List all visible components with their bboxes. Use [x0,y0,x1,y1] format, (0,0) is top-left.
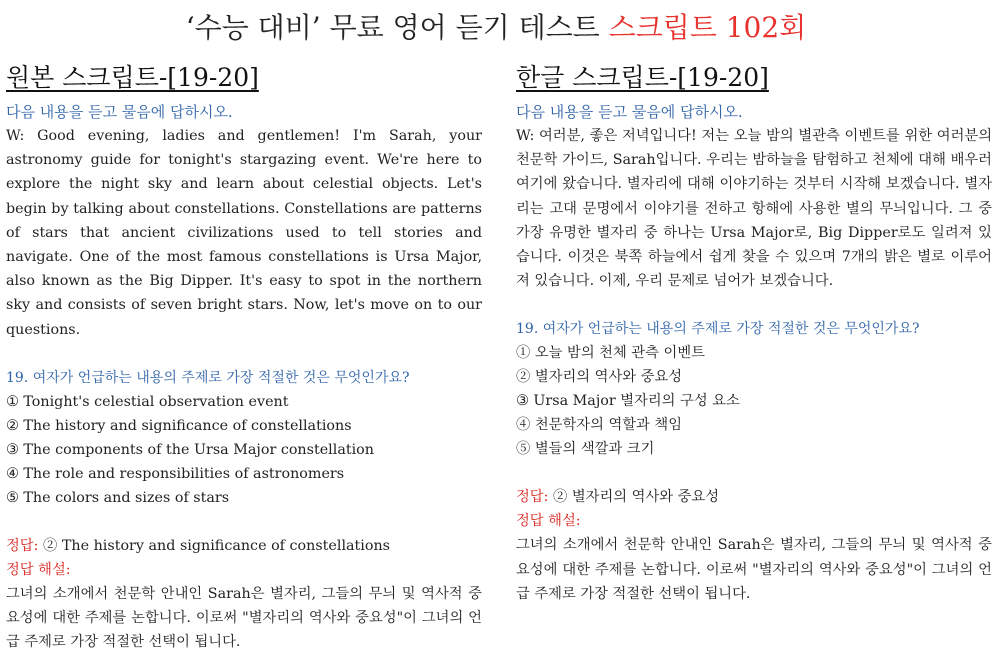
script-text: W: Good evening, ladies and gentlemen! I'm Sarah, your astronomy guide for tonight's stargazing event. We're here to explore the night sky and learn about celestial objects. Let's begin by talking about constellations. Constellations are patterns of stars that ancient civilizations used to tell stories and navigate. One of the most famous constellations is Ursa Major, also known as the Big Dipper. It's easy to spot in the northern sky and consists of seven bright stars. Now, let's move on to our questions. [6,128,482,338]
script-text: W: 여러분, 좋은 저녁입니다! 저는 오늘 밤의 별관측 이벤트를 위한 여러분의 천문학 가이드, Sarah입니다. 우리는 밤하늘을 탐험하고 천체에 대해 배우러 여기에 왔습니다. 별자리에 대해 이야기하는 것부터 시작해 보겠습니다. 별자리는 고대 문명에서 이야기를 전하고 항해에 사용한 별의 무늬입니다. 그 중 가장 유명한 별자리 중 하나는 Ursa Major로, Big Dipper로도 일려져 있습니다. 이것은 북쪽 하늘에서 쉽게 찾을 수 있으며 7개의 밝은 별로 이루어져 있습니다. 이제, 우리 문제로 넘어가 보겠습니다. [516,128,992,290]
option-list [6,390,482,510]
option-2: ② The history and significance of constellations [6,417,352,434]
page-title [0,8,992,48]
explanation-label: 정답 해설: [6,561,71,578]
option-3: ③ The components of the Ursa Major constellation [6,441,374,458]
option-3: ③ Ursa Major 별자리의 구성 요소 [516,393,740,410]
answer-line [516,485,992,509]
korean-script-column [516,62,992,606]
instruction: 다음 내용을 듣고 물음에 답하시오. [6,103,233,121]
answer-value: ② The history and significance of constellations [43,537,391,554]
option-4: ④ The role and responsibilities of astronomers [6,465,345,482]
explanation-label: 정답 해설: [516,513,581,530]
original-script-column [6,62,482,654]
original-script-heading: 원본 스크립트-[19-20] [6,63,259,92]
instruction: 다음 내용을 듣고 물음에 답하시오. [516,103,743,121]
question-19: 19. 여자가 언급하는 내용의 주제로 가장 적절한 것은 무엇인가요? [516,321,920,338]
answer-label: 정답: [6,537,39,554]
option-1: ① Tonight's celestial observation event [6,393,289,410]
option-5: ⑤ 별들의 색깔과 크기 [516,441,655,458]
title-main: ‘수능 대비’ 무료 영어 듣기 테스트 [185,11,600,44]
answer-value: ② 별자리의 역사와 중요성 [553,489,720,506]
option-1: ① 오늘 밤의 천체 관측 이벤트 [516,345,705,362]
korean-script-heading: 한글 스크립트-[19-20] [516,63,769,92]
option-5: ⑤ The colors and sizes of stars [6,489,230,506]
explanation-text: 그녀의 소개에서 천문학 안내인 Sarah은 별자리, 그들의 무늬 및 역사적 중요성에 대한 주제를 논합니다. 이로써 "별자리의 역사와 중요성"이 그녀의 언급 주제로 가장 적절한 선택이 됩니다. [6,585,482,651]
question-19: 19. 여자가 언급하는 내용의 주제로 가장 적절한 것은 무엇인가요? [6,369,410,386]
option-list [516,341,992,461]
option-2: ② 별자리의 역사와 중요성 [516,369,683,386]
answer-line [6,534,482,558]
option-4: ④ 천문학자의 역할과 책임 [516,417,683,434]
explanation-text: 그녀의 소개에서 천문학 안내인 Sarah은 별자리, 그들의 무늬 및 역사적 중요성에 대한 주제를 논합니다. 이로써 "별자리의 역사와 중요성"이 그녀의 언급 주제로 가장 적절한 선택이 됩니다. [516,537,992,602]
title-accent: 스크립트 102회 [608,11,807,44]
answer-label: 정답: [516,489,549,506]
